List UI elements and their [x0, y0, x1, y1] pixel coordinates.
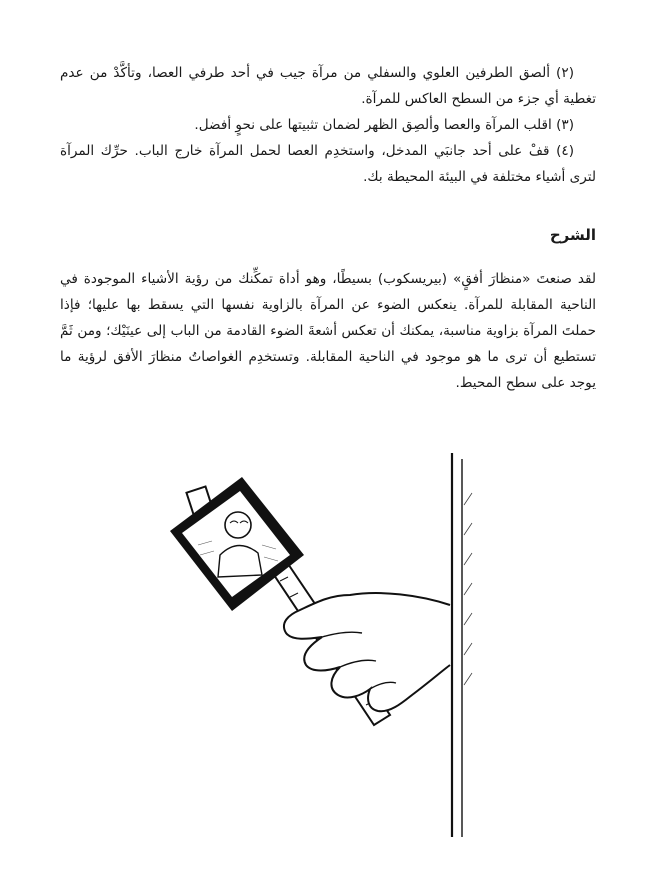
door-edge-icon [452, 453, 472, 837]
step-4: (٤) قفْ على أحد جانبَي المدخل، واستخدِم العصا لحمل المرآة خارج الباب. حرِّك المرآة لترى أشياء مختلفة في البيئة المحيطة بك. [60, 143, 596, 185]
section-heading: الشرح [549, 226, 596, 244]
steps-list [60, 60, 596, 190]
step-2: (٢) ألصق الطرفين العلوي والسفلي من مرآة جيب في أحد طرفي العصا، وتأكَّدْ من عدم تغطية أي جزء من السطح العاكس للمرآة. [60, 65, 596, 107]
explanation-paragraph [60, 266, 596, 396]
explanation-text: لقد صنعتَ «منظارَ أفقٍ» (بيريسكوب) بسيطًا، وهو أداة تمكِّنك من رؤية الأشياء الموجودة في الناحية المقابلة للمرآة. ينعكس الضوء عن المرآة بالزاوية نفسها التي يسقط بها عليها؛ فإذا حملتَ المرآة بزاوية مناسبة، يمكنك أن تعكس أشعةَ الضوء القادمة من الباب إلى عينَيْك؛ ومن ثَمَّ تستطيع أن ترى ما هو موجود في الناحية المقابلة. وتستخدِم الغواصاتُ منظارَ الأفق لرؤية ما يوجد على سطح المحيط. [60, 271, 596, 391]
periscope-illustration [150, 445, 490, 845]
step-3: (٣) اقلب المرآة والعصا وألصِق الظهر لضمان تثبيتها على نحوٍ أفضل. [194, 117, 574, 133]
